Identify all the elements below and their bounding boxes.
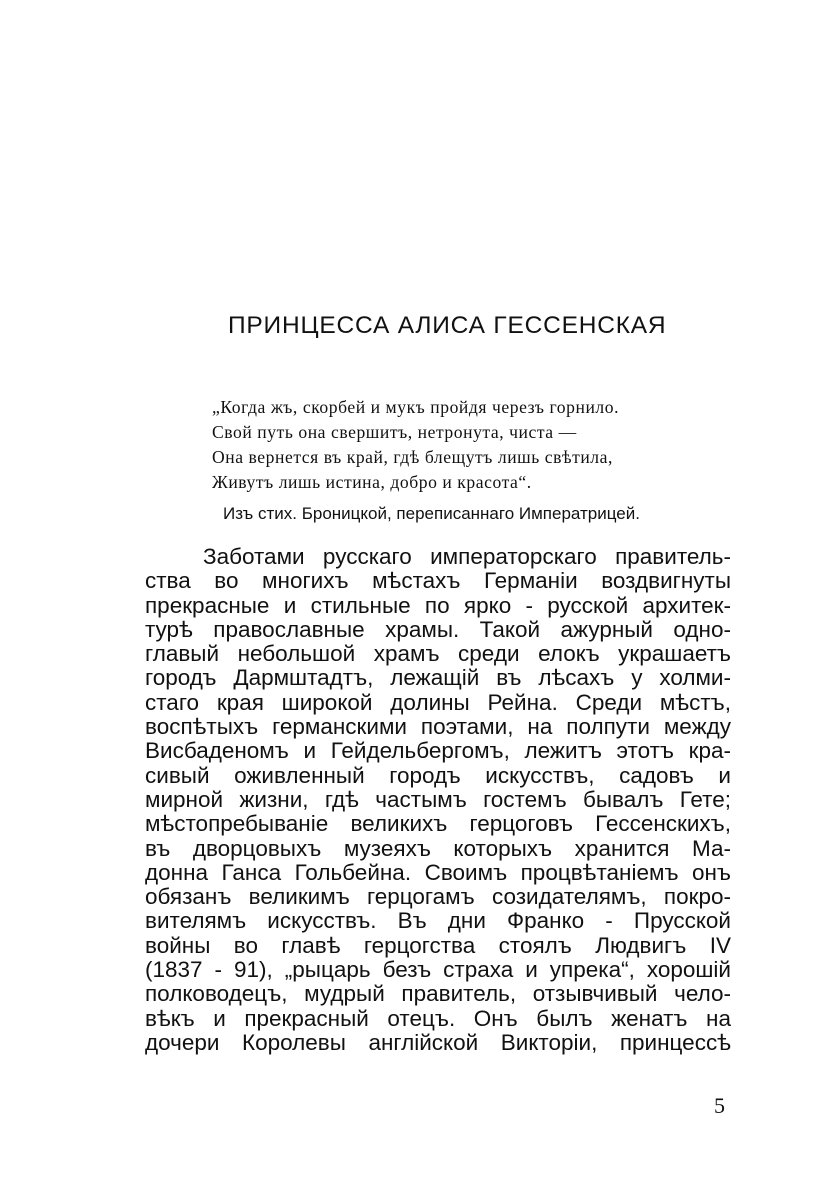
epigraph-line: „Когда жъ, скорбей и мукъ пройдя черезъ горнило.	[212, 397, 620, 417]
body-line: прекрасные и стильные по ярко - русской архитек-	[145, 592, 731, 618]
body-line: дочери Королевы англійской Викторіи, принцессѣ	[145, 1029, 731, 1055]
body-line: воспѣтыхъ германскими поэтами, на полпути между	[145, 714, 731, 740]
body-line: стаго края широкой долины Рейна. Среди мѣстъ,	[145, 689, 731, 715]
body-line: мѣстопребываніе великихъ герцоговъ Гессенскихъ,	[145, 811, 731, 837]
body-line: войны во главѣ герцогства стоялъ Людвигъ IV	[145, 932, 731, 958]
body-line: главый небольшой храмъ среди елокъ украшаетъ	[145, 641, 731, 667]
body-line: городъ Дармштадтъ, лежащій въ лѣсахъ у холми-	[145, 665, 731, 691]
epigraph-source: Изъ стих. Броницкой, переписаннаго Императрицей.	[223, 504, 640, 523]
page-number: 5	[714, 1093, 725, 1118]
body-line: донна Ганса Гольбейна. Своимъ процвѣтаніемъ онъ	[145, 859, 731, 885]
body-line: въ дворцовыхъ музеяхъ которыхъ хранится Ма-	[145, 835, 731, 861]
body-line: (1837 - 91), „рыцарь безъ страха и упрека“, хорошій	[145, 957, 731, 983]
chapter-title: ПРИНЦЕССА АЛИСА ГЕССЕНСКАЯ	[228, 312, 667, 339]
body-line: мирной жизни, гдѣ частымъ гостемъ бывалъ Гете;	[145, 786, 731, 812]
body-line: сивый оживленный городъ искусствъ, садовъ и	[145, 762, 731, 788]
epigraph	[212, 395, 752, 525]
body-line: вителямъ искусствъ. Въ дни Франко - Прусской	[145, 908, 731, 934]
body-line: Висбаденомъ и Гейдельбергомъ, лежитъ этотъ кра-	[145, 738, 731, 764]
body-line: турѣ православные храмы. Такой ажурный одно-	[145, 616, 731, 642]
body-line: вѣкъ и прекрасный отецъ. Онъ былъ женатъ на	[145, 1005, 731, 1031]
epigraph-line: Живутъ лишь истина, добро и красота“.	[212, 472, 532, 492]
body-line: полководецъ, мудрый правитель, отзывчивый чело-	[145, 981, 731, 1007]
epigraph-line: Она вернется въ край, гдѣ блещутъ лишь свѣтила,	[212, 447, 613, 467]
body-line: ства во многихъ мѣстахъ Германіи воздвигнуты	[145, 568, 731, 594]
body-paragraph	[145, 545, 731, 1055]
epigraph-line: Свой путь она свершитъ, нетронута, чиста —	[212, 422, 577, 442]
body-line: обязанъ великимъ герцогамъ созидателямъ, покро-	[145, 884, 731, 910]
body-line: Заботами русскаго императорскаго правитель-	[203, 544, 731, 569]
